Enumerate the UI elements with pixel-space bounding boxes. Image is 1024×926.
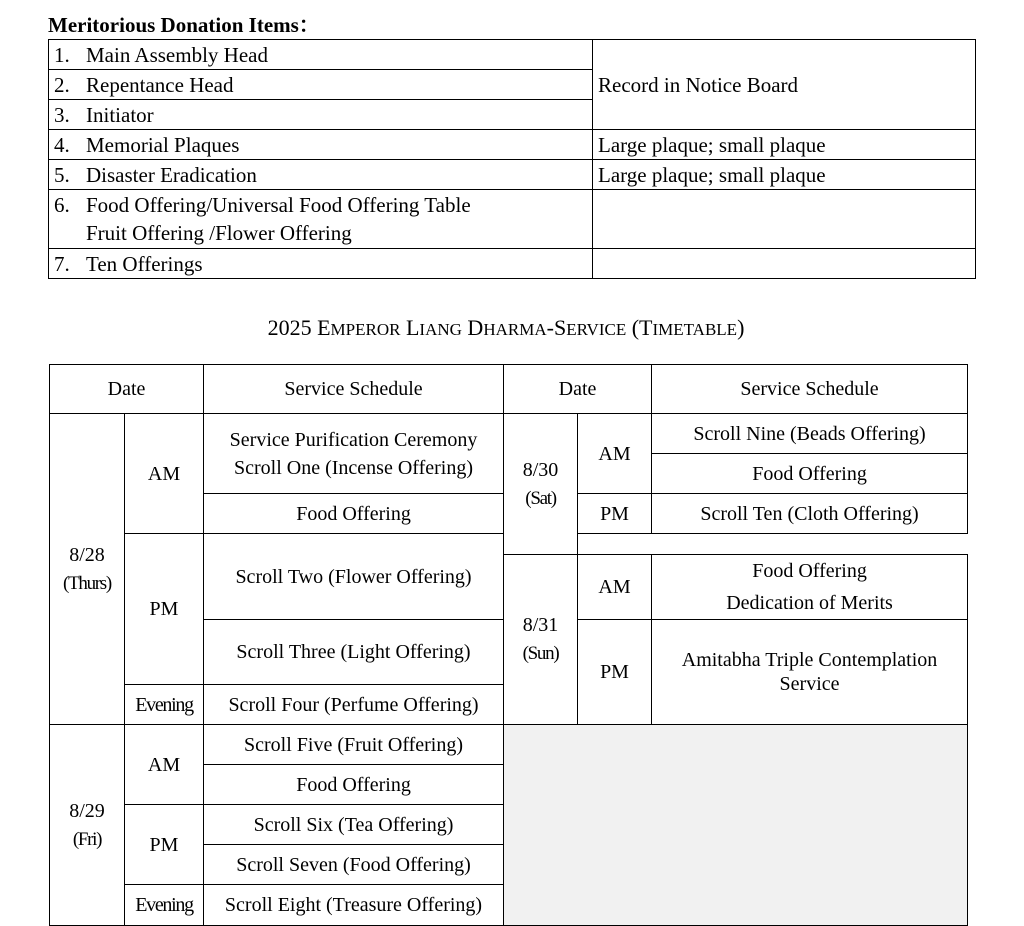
- date-cell: 8/29 (Fri): [50, 725, 125, 926]
- period-pm: PM: [578, 494, 652, 534]
- date-cell: 8/28 (Thurs): [50, 414, 125, 725]
- service-cell: Food Offering: [652, 454, 968, 494]
- service-cell: Scroll Four (Perfume Offering): [204, 685, 504, 725]
- donation-heading: Meritorious Donation Items：: [48, 13, 320, 37]
- period-pm: PM: [125, 805, 204, 885]
- table-row: [49, 190, 976, 249]
- donation-item: 2. Repentance Head: [49, 70, 593, 100]
- date-cell: 8/30 (Sat): [504, 414, 578, 555]
- table-row: [49, 130, 976, 160]
- donation-note: Large plaque; small plaque: [593, 160, 976, 190]
- donation-item: 7. Ten Offerings: [49, 249, 593, 279]
- donation-item: 4. Memorial Plaques: [49, 130, 593, 160]
- donation-item: 5. Disaster Eradication: [49, 160, 593, 190]
- header-date: Date: [504, 365, 652, 414]
- period-am: AM: [125, 725, 204, 805]
- table-row: [50, 414, 968, 454]
- header-date: Date: [50, 365, 204, 414]
- service-cell: Scroll Seven (Food Offering): [204, 845, 504, 885]
- timetable-title: 2025 EMPEROR LIANG DHARMA-SERVICE (TIMETABLE): [267, 315, 745, 340]
- donation-item: 6. Food Offering/Universal Food Offering Table Fruit Offering /Flower Offering: [49, 190, 593, 249]
- period-am: AM: [578, 414, 652, 494]
- service-cell: Scroll Ten (Cloth Offering): [652, 494, 968, 534]
- service-cell: Scroll Six (Tea Offering): [204, 805, 504, 845]
- table-row: [49, 40, 976, 70]
- donation-item: 3. Initiator: [49, 100, 593, 130]
- table-row: [49, 249, 976, 279]
- donation-note: Large plaque; small plaque: [593, 130, 976, 160]
- service-cell: Scroll Three (Light Offering): [204, 620, 504, 685]
- header-schedule: Service Schedule: [204, 365, 504, 414]
- period-pm: PM: [125, 534, 204, 685]
- service-cell: Service Purification Ceremony Scroll One (Incense Offering): [204, 414, 504, 494]
- header-schedule: Service Schedule: [652, 365, 968, 414]
- service-cell: Scroll Nine (Beads Offering): [652, 414, 968, 454]
- period-pm: PM: [578, 620, 652, 725]
- service-cell: Amitabha Triple Contemplation Service: [652, 620, 968, 725]
- table-row: [49, 160, 976, 190]
- donation-item: 1. Main Assembly Head: [49, 40, 593, 70]
- service-cell: Scroll Eight (Treasure Offering): [204, 885, 504, 926]
- group-note: Record in Notice Board: [593, 40, 976, 130]
- table-header-row: [50, 365, 968, 414]
- period-evening: Evening: [125, 685, 204, 725]
- table-row: [50, 725, 968, 765]
- donation-table: [48, 39, 976, 279]
- period-am: AM: [578, 555, 652, 620]
- donation-note: [593, 190, 976, 249]
- timetable: [49, 364, 968, 926]
- period-evening: Evening: [125, 885, 204, 926]
- service-cell: Scroll Five (Fruit Offering): [204, 725, 504, 765]
- donation-note: [593, 249, 976, 279]
- empty-cell: [504, 725, 968, 926]
- service-cell: Scroll Two (Flower Offering): [204, 534, 504, 620]
- date-cell: 8/31 (Sun): [504, 555, 578, 725]
- service-cell: Food Offering Dedication of Merits: [652, 555, 968, 620]
- service-cell: Food Offering: [204, 765, 504, 805]
- period-am: AM: [125, 414, 204, 534]
- service-cell: Food Offering: [204, 494, 504, 534]
